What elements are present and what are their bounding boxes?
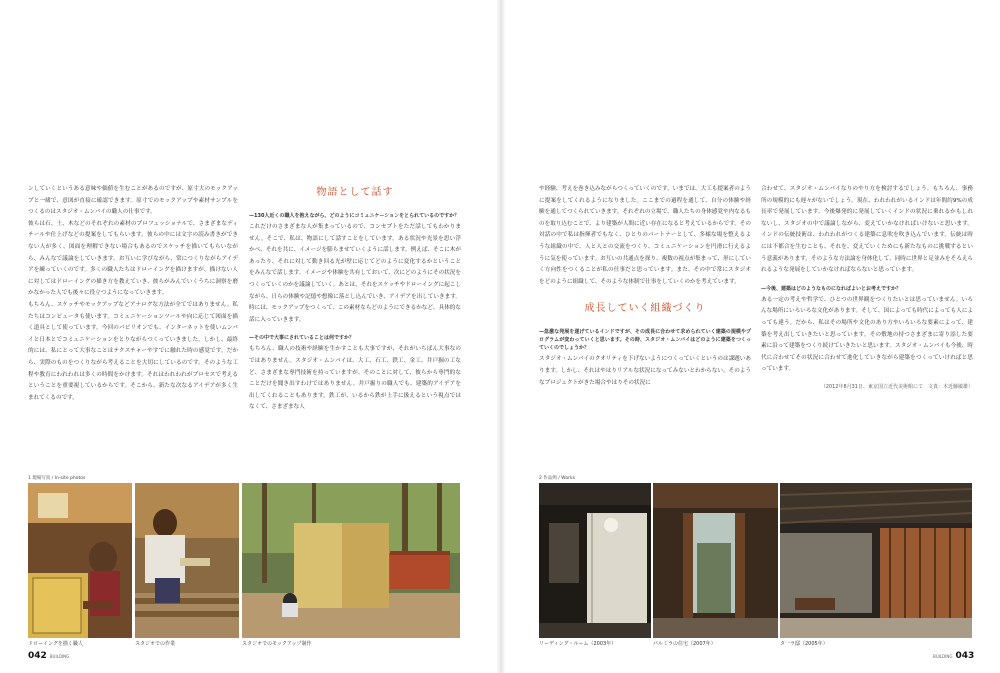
interview-credit: （2012年8月31日、東京国立近代美術館にて 文責：木近藤敏雄） — [820, 383, 973, 390]
paragraph: ンしていくというある意味や価値を生むことがあるのですが、原寸大のモックアップと一緒で、意図が直接に確認できます。原寸でのモックアップや素材サンプルをつくるのはスタジオ・ムンバイの職人の仕事です。 — [28, 186, 238, 216]
interview-question: —その中で大事にされていることは何ですか？ — [249, 335, 355, 342]
interview-question: —130人近くの職人を抱えながら、どのようにコミュニケーションをとられているのですか？ — [249, 213, 460, 219]
paragraph: もちろん、職人の技術や経験を生かすことも大事ですが、それがいちばん大事なのではありません。スタジオ・ムンバイは、大工、石工、鉄工、金工、井戸掘の工など、さまざまな専門技術を持っていますが、そのことに対して、彼らから専門的なことだけを聞き出すわけではありません。井戸掘りの職人でも、建築的アイデアを出してくれることもあります。鉄工が、いるから鉄が上手に扱えるという視点ではなくて、さまざまな人 — [249, 346, 461, 411]
page-number-right — [930, 651, 974, 661]
photo-caption: スタジオでのモックアップ制作 — [242, 641, 312, 647]
paragraph: スタジオ・ムンバイのクオリティを下げないようにつくっていくというのは課題いあります。しかし、それはやはりリアルな状況になってみないとわからない。そのようなプロジェクトがきた場合やはりその状況に — [539, 356, 751, 386]
photo-image — [780, 483, 972, 638]
photo-drawing-craftsman — [28, 483, 132, 638]
photo-image — [28, 483, 132, 638]
photo-caption: スタジオでの作業 — [135, 641, 176, 647]
photo-palmyra-house — [653, 483, 778, 638]
photo-caption: リーディング・ルーム（2003年） — [539, 641, 617, 647]
photo-image — [242, 483, 460, 638]
folio-subtitle: BUILDING — [49, 654, 70, 659]
photo-image — [135, 483, 239, 638]
page-number-left — [28, 651, 72, 661]
interview-question: —急激な発展を遂げているインドですが、その成長に合わせて求められていく建築の規模やプログラムが変わっていくと思います。その時、スタジオ・ムンバイはどのように建築をつくっていくのでしょうか？ — [539, 329, 751, 352]
section-heading: 成長していく組織づくり — [584, 303, 706, 315]
folio-number: 042 — [28, 651, 47, 661]
photo-section-label: 2 作品例 / Works — [539, 476, 575, 481]
paragraph: や経験、考えを巻き込みながらつくっていくのです。いまでは、大工も提案者のように提案をしてくれるようになりました。ここまでの過程を通して、自分の体験や経験を通してつくられていきます。それぞれの立場で、職人たちの身体感覚や内なるものを取り込むことで、より建築が人間に近い存在になると考えているからです。その対話の中で私は指揮者でもなく、ひとりのパートナーとして、多様な場を整えるような組織の中で、人と人との交流をつくり、コミュニケーションを円滑に行えるように気を使っています。お互いの共通点を探り、複数の視点が集まって、形にしていく方向性をつくることが私の仕事だと思っています。また、その中で常にスタジオをどのように組織して、そのような体制で仕事をしていくのかを考えています。 — [539, 186, 751, 285]
section-heading: 物語として話す — [316, 187, 394, 198]
right-column-2 — [761, 184, 973, 424]
paragraph: もちろん、スケッチやモックアップなどアナログな方法が全てではありません。私たちはコンピュータも使います。コミュニケーションツールや向に応じて図面を描く道具として使っています。今回のパビリオンでも、インターネットを使いムンバイと日本とでコミュニケーションをとりながらつくっていきました。しかし、最終的には、私にとって大事なことはテクスチャーやすでに触れた時の感覚です。だから、実際のものをつくりながら考えることを大切にしているのです。そのような工程や教育にわれわれは多くの時間をかけます。それはわれわれがプロセスで考えるということを重要視しているからです。そこから、新たな次なるアイデアが多く生まれてくるのです。 — [28, 301, 238, 401]
photo-tara-house — [780, 483, 972, 638]
page-gutter — [496, 0, 506, 673]
photo-mockup-construction — [242, 483, 460, 638]
left-column-2 — [249, 184, 461, 446]
photo-image — [653, 483, 778, 638]
right-column-1 — [539, 184, 751, 446]
paragraph: これだけのさまざまな人が集まっているので、コンセプトをただ話してもわかりません。そこで、私は、物語にして話すことをしています。ある状況や光景を思い浮かべ、それを共に、イメージを膨らませていくように話します。例えば、そこに木があったり、それに対して動き回る光が壁に応じてどのように変化するかということをみんなで話します。イメージや体験を共有しておいて、次にどのようにその状況をつくっていくのかを議論していく。あとは、それをスケッチやドローイングに起こしながら、日らの体験や記憶や想像に落とし込んでいき、アイデアを出していきます。時には、モックアップをつくって、この素材ならどのようにできるかなど、具体的な話に入っていきます。 — [249, 224, 461, 323]
photo-caption: パルミラの住宅（2007年） — [653, 641, 716, 647]
photo-caption: タ一ラ邸（2005年） — [780, 641, 828, 647]
photo-studio-work — [135, 483, 239, 638]
paragraph: 彼らは石、土、木などのそれぞれの素材のプロフェッショナルで、さまざまなディテールや仕上げなどの提案をしてもらいます。彼らの中には文字の読み書きができない人が多く、図面を理解できない場合もあるのでスケッチを描いてもらいながら、みんなで議論をしていきます。お互いに学びながら、常につくりながらアイデアを練っていくのです。多くの職人たちはドローイングを描けますが、描けない人に対してはドローイングの描き方を教えていき、彼らがみんでいくうちに洞察を磨かなかった人でも後々に役立つようになっていきます。 — [28, 220, 238, 297]
photo-reading-room — [539, 483, 651, 638]
paragraph: 合わせて、スタジオ・ムンバイなりのやり方を検討するでしょう。もちろん、事務所の規模的にも遅々がないでしょう。現在、われわれがいるインドは年間約9%の成長率で発展しています。今後爆発的に発展していくインドの状況に乗れるかもしれないし、スタジオの中で議論しながら、変えていかなければいけないと思います。インドの伝統技術は、われわれがつくる建築に息吹を吹き込んでいます。伝統は時には不都合を生むことも、それを、変えていくためにも新たなものに挑戦するという意義があります。そのような方法論を身体化して、同時に世界と足並みをそろえられるような発展をしていかなければならないと思っています。 — [761, 186, 973, 274]
interview-question: —今後、建築はどのようなものになればよいとお考えですか？ — [761, 285, 902, 292]
photo-image — [539, 483, 651, 638]
folio-subtitle: BUILDING — [933, 654, 953, 659]
photo-caption: ドローイングを描く職人 — [28, 641, 83, 647]
paragraph: ある一定の考えや哲学で、ひとつの世界観をつくりたいとは思っていません。いろんな場所にいろいろな文化があります。そして、国によっても時代によっても人によっても違う。だから、私はその場所や文化のあり方やいろいろな要素によって、建築を考え出していきたいと思っています。その敷地の持つさまざまに寄り添した要素に沿って建築をつくり続けていきたいと思います。スタジオ・ムンバイも今後、時代に合わせてその状況に合わせて進化していきながら建築をつくっていければと思っています。 — [761, 296, 973, 373]
photo-section-label: 1 現場写真 / In-site photos — [28, 476, 86, 481]
left-column-1 — [28, 184, 238, 432]
folio-number: 043 — [955, 651, 975, 661]
